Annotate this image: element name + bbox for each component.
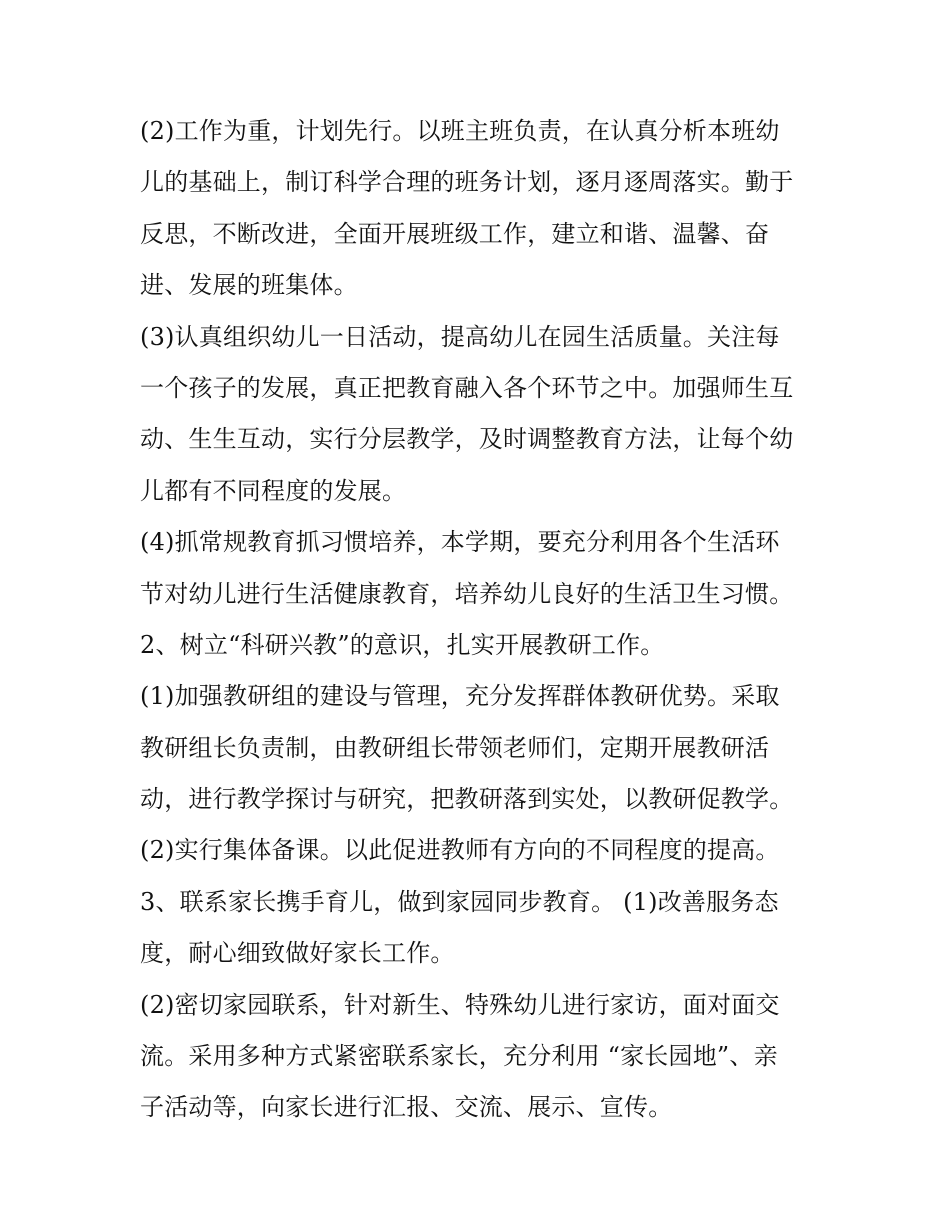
text-line: (2)实行集体备课。以此促进教师有方向的不同程度的提高。 — [140, 836, 780, 865]
text-line: 节对幼儿进行生活健康教育，培养幼儿良好的生活卫生习惯。 — [140, 579, 794, 608]
text-line: 流。采用多种方式紧密联系家长，充分利用 “家长园地”、亲 — [140, 1042, 778, 1071]
text-line: 进、发展的班集体。 — [140, 271, 358, 300]
text-line: 动、生生互动，实行分层教学，及时调整教育方法，让每个幼 — [140, 425, 794, 454]
text-line: 教研组长负责制，由教研组长带领老师们，定期开展教研活 — [140, 733, 770, 762]
text-line: 动，进行教学探讨与研究，把教研落到实处，以教研促教学。 — [140, 785, 794, 814]
text-line: 一个孩子的发展，真正把教育融入各个环节之中。加强师生互 — [140, 373, 794, 402]
text-line: 儿都有不同程度的发展。 — [140, 476, 407, 505]
text-line: 子活动等，向家长进行汇报、交流、展示、宣传。 — [140, 1093, 673, 1122]
text-line: 反思，不断改进，全面开展班级工作，建立和谐、温馨、奋 — [140, 219, 770, 248]
text-line: 儿的基础上，制订科学合理的班务计划，逐月逐周落实。勤于 — [140, 168, 794, 197]
text-line: 度，耐心细致做好家长工作。 — [140, 939, 455, 968]
document-body — [140, 106, 820, 1134]
text-line: (2)密切家园联系，针对新生、特殊幼儿进行家访，面对面交 — [140, 990, 780, 1019]
section-heading: 3、联系家长携手育儿，做到家园同步教育。 (1)改善服务态 — [140, 887, 779, 916]
text-line: (4)抓常规教育抓习惯培养，本学期，要充分利用各个生活环 — [140, 528, 780, 557]
text-line: (1)加强教研组的建设与管理，充分发挥群体教研优势。采取 — [140, 682, 780, 711]
section-heading: 2、树立“科研兴教”的意识，扎实开展教研工作。 — [140, 630, 665, 659]
text-line: (3)认真组织幼儿一日活动，提高幼儿在园生活质量。关注每 — [140, 322, 780, 351]
text-line: (2)工作为重，计划先行。以班主班负责，在认真分析本班幼 — [140, 117, 780, 145]
